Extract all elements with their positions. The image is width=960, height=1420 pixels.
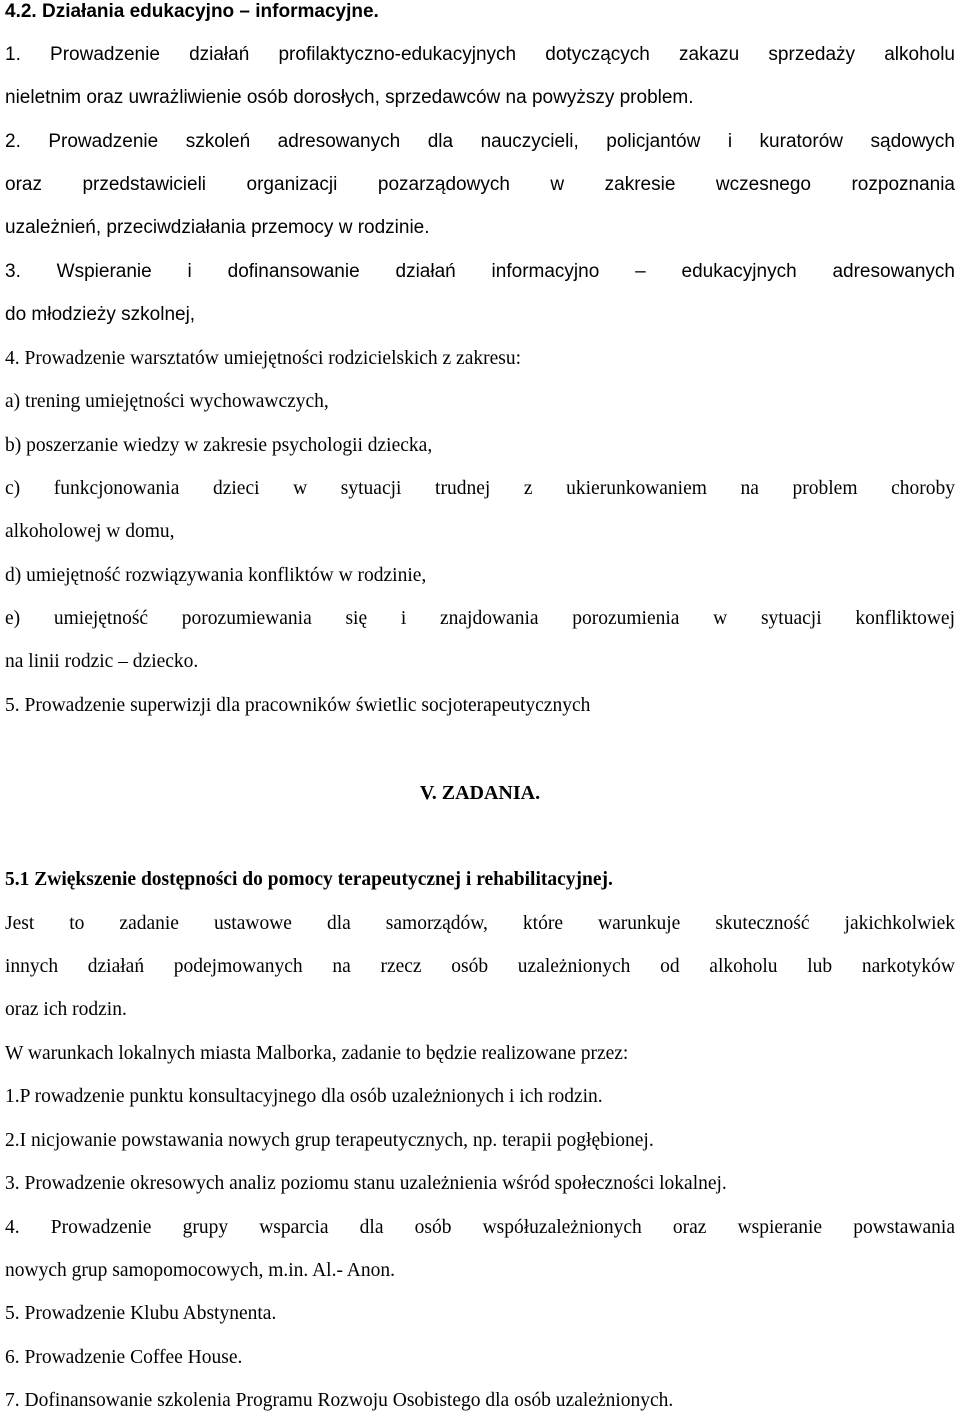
list-item-line: uzależnień, przeciwdziałania przemocy w rodzinie. xyxy=(5,217,430,238)
sub-item: b) poszerzanie wiedzy w zakresie psychologii dziecka, xyxy=(5,435,433,456)
list-item-line: 7. Dofinansowanie szkolenia Programu Rozwoju Osobistego dla osób uzależnionych. xyxy=(5,1390,674,1411)
chapter-title: V. ZADANIA. xyxy=(419,782,541,804)
list-item-line: 4. Prowadzenie grupy wsparcia dla osób współuzależnionych oraz wspieranie powstawania xyxy=(5,1217,955,1238)
list-item-line: 2. Prowadzenie szkoleń adresowanych dla nauczycieli, policjantów i kuratorów sądowych xyxy=(5,131,955,152)
list-item-line: 1. Prowadzenie działań profilaktyczno-edukacyjnych dotyczących zakazu sprzedaży alkoholu xyxy=(5,44,955,65)
list-item-line: 3. Prowadzenie okresowych analiz poziomu stanu uzależnienia wśród społeczności lokalnej. xyxy=(5,1173,727,1194)
list-item-line: 5. Prowadzenie Klubu Abstynenta. xyxy=(5,1303,277,1324)
sub-item: alkoholowej w domu, xyxy=(5,521,175,542)
section-heading: 4.2. Działania edukacyjno – informacyjne. xyxy=(5,1,379,22)
list-item-line: nowych grup samopomocowych, m.in. Al.- Anon. xyxy=(5,1260,395,1281)
sub-item: c) funkcjonowania dzieci w sytuacji trudnej z ukierunkowaniem na problem choroby xyxy=(5,478,955,499)
list-item-line: 6. Prowadzenie Coffee House. xyxy=(5,1347,243,1368)
section-heading: 5.1 Zwiększenie dostępności do pomocy terapeutycznej i rehabilitacyjnej. xyxy=(5,869,613,890)
list-item-line: nieletnim oraz uwrażliwienie osób dorosłych, sprzedawców na powyższy problem. xyxy=(5,87,694,108)
list-item-line: 4. Prowadzenie warsztatów umiejętności rodzicielskich z zakresu: xyxy=(5,348,522,369)
list-item-line: 2.I nicjowanie powstawania nowych grup terapeutycznych, np. terapii pogłębionej. xyxy=(5,1130,654,1151)
list-item-line: do młodzieży szkolnej, xyxy=(5,304,196,325)
paragraph-line: Jest to zadanie ustawowe dla samorządów, które warunkuje skuteczność jakichkolwiek xyxy=(5,913,955,934)
paragraph-line: oraz ich rodzin. xyxy=(5,999,127,1020)
list-item-line: oraz przedstawicieli organizacji pozarządowych w zakresie wczesnego rozpoznania xyxy=(5,174,955,195)
sub-item: na linii rodzic – dziecko. xyxy=(5,651,199,672)
list-item-line: 3. Wspieranie i dofinansowanie działań informacyjno – edukacyjnych adresowanych xyxy=(5,261,955,282)
paragraph-line: innych działań podejmowanych na rzecz osób uzależnionych od alkoholu lub narkotyków xyxy=(5,956,955,977)
sub-item: a) trening umiejętności wychowawczych, xyxy=(5,391,329,412)
sub-item: e) umiejętność porozumiewania się i znajdowania porozumienia w sytuacji konfliktowej xyxy=(5,608,955,629)
list-item-line: 5. Prowadzenie superwizji dla pracowników świetlic socjoterapeutycznych xyxy=(5,695,591,716)
list-item-line: 1.P rowadzenie punktu konsultacyjnego dla osób uzależnionych i ich rodzin. xyxy=(5,1086,603,1107)
sub-item: d) umiejętność rozwiązywania konfliktów w rodzinie, xyxy=(5,565,427,586)
paragraph-line: W warunkach lokalnych miasta Malborka, zadanie to będzie realizowane przez: xyxy=(5,1043,629,1064)
